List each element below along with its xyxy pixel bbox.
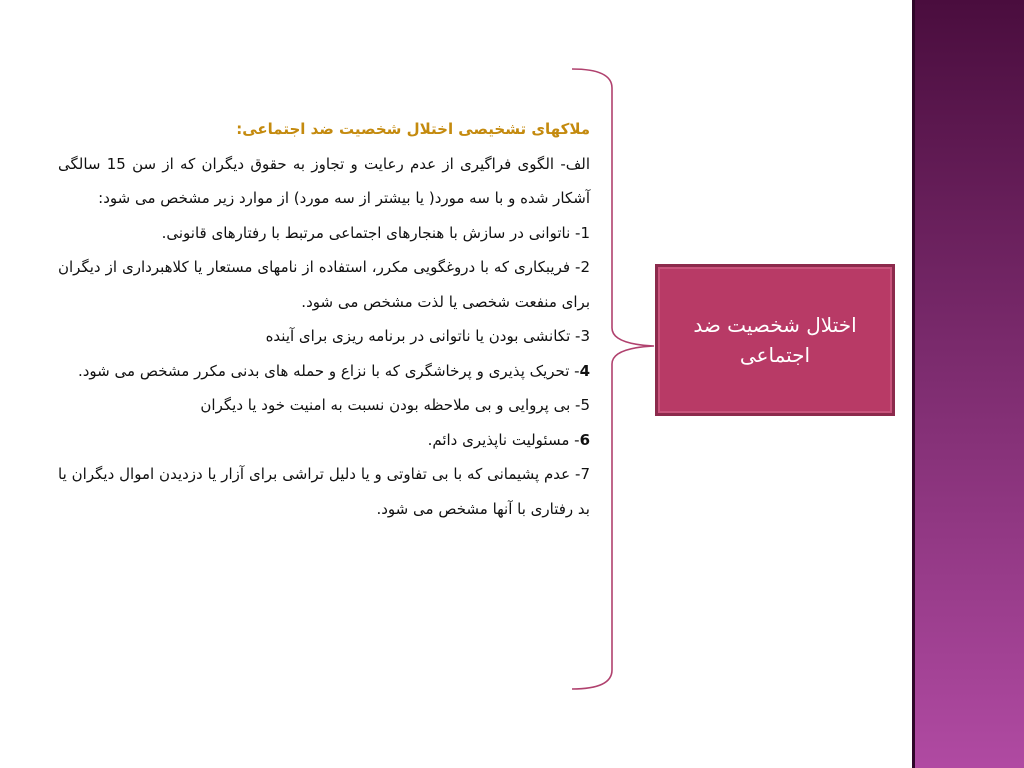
- criterion-number: 5: [580, 396, 590, 414]
- criterion-text: - ناتوانی در سازش با هنجارهای اجتماعی مرتبط با رفتارهای قانونی.: [161, 223, 581, 242]
- criterion-number: 4: [579, 361, 590, 380]
- criteria-text-block: [58, 112, 590, 526]
- criteria-heading: ملاکهای تشخیصی اختلال شخصیت ضد اجتماعی:: [236, 120, 590, 138]
- criterion-item-1: [58, 216, 590, 251]
- criterion-item-4: [58, 354, 590, 389]
- criterion-text: - عدم پشیمانی که با بی تفاوتی و یا دلیل تراشی برای آزار یا دزدیدن اموال دیگران یا بد رفتاری با آنها مشخص می شود.: [58, 465, 590, 518]
- criterion-text: - تحریک پذیری و پرخاشگری که با نزاع و حمله های بدنی مکرر مشخص می شود.: [77, 361, 580, 380]
- criterion-item-3: [58, 319, 590, 354]
- criterion-number: 3: [580, 327, 590, 345]
- criterion-text: - مسئولیت ناپذیری دائم.: [427, 430, 580, 449]
- criterion-text: - فریبکاری که با دروغگویی مکرر، استفاده از نامهای مستعار یا کلاهبرداری از دیگران برای منفعت شخصی یا لذت مشخص می شود.: [58, 258, 590, 311]
- topic-label-text: اختلال شخصیت ضد اجتماعی: [693, 313, 857, 367]
- criterion-item-6: [58, 423, 590, 458]
- criterion-text: - بی پروایی و بی ملاحظه بودن نسبت به امنیت خود یا دیگران: [200, 396, 581, 414]
- criterion-item-5: [58, 388, 590, 423]
- criterion-number: 2: [580, 258, 590, 276]
- criterion-item-7: [58, 457, 590, 526]
- criterion-number: 7: [580, 465, 590, 483]
- criterion-number: 6: [579, 430, 590, 449]
- criteria-intro: الف- الگوی فراگیری از عدم رعایت و تجاوز به حقوق دیگران که از سن 15 سالگی آشکار شده و با سه مورد( یا بیشتر از سه مورد) از موارد زیر مشخص می شود:: [58, 154, 591, 207]
- criterion-item-2: [58, 250, 590, 319]
- criterion-number: 1: [580, 223, 590, 242]
- topic-label-box: [655, 264, 895, 416]
- criterion-text: - تکانشی بودن یا ناتوانی در برنامه ریزی برای آینده: [265, 327, 581, 345]
- decorative-side-band: [912, 0, 1024, 768]
